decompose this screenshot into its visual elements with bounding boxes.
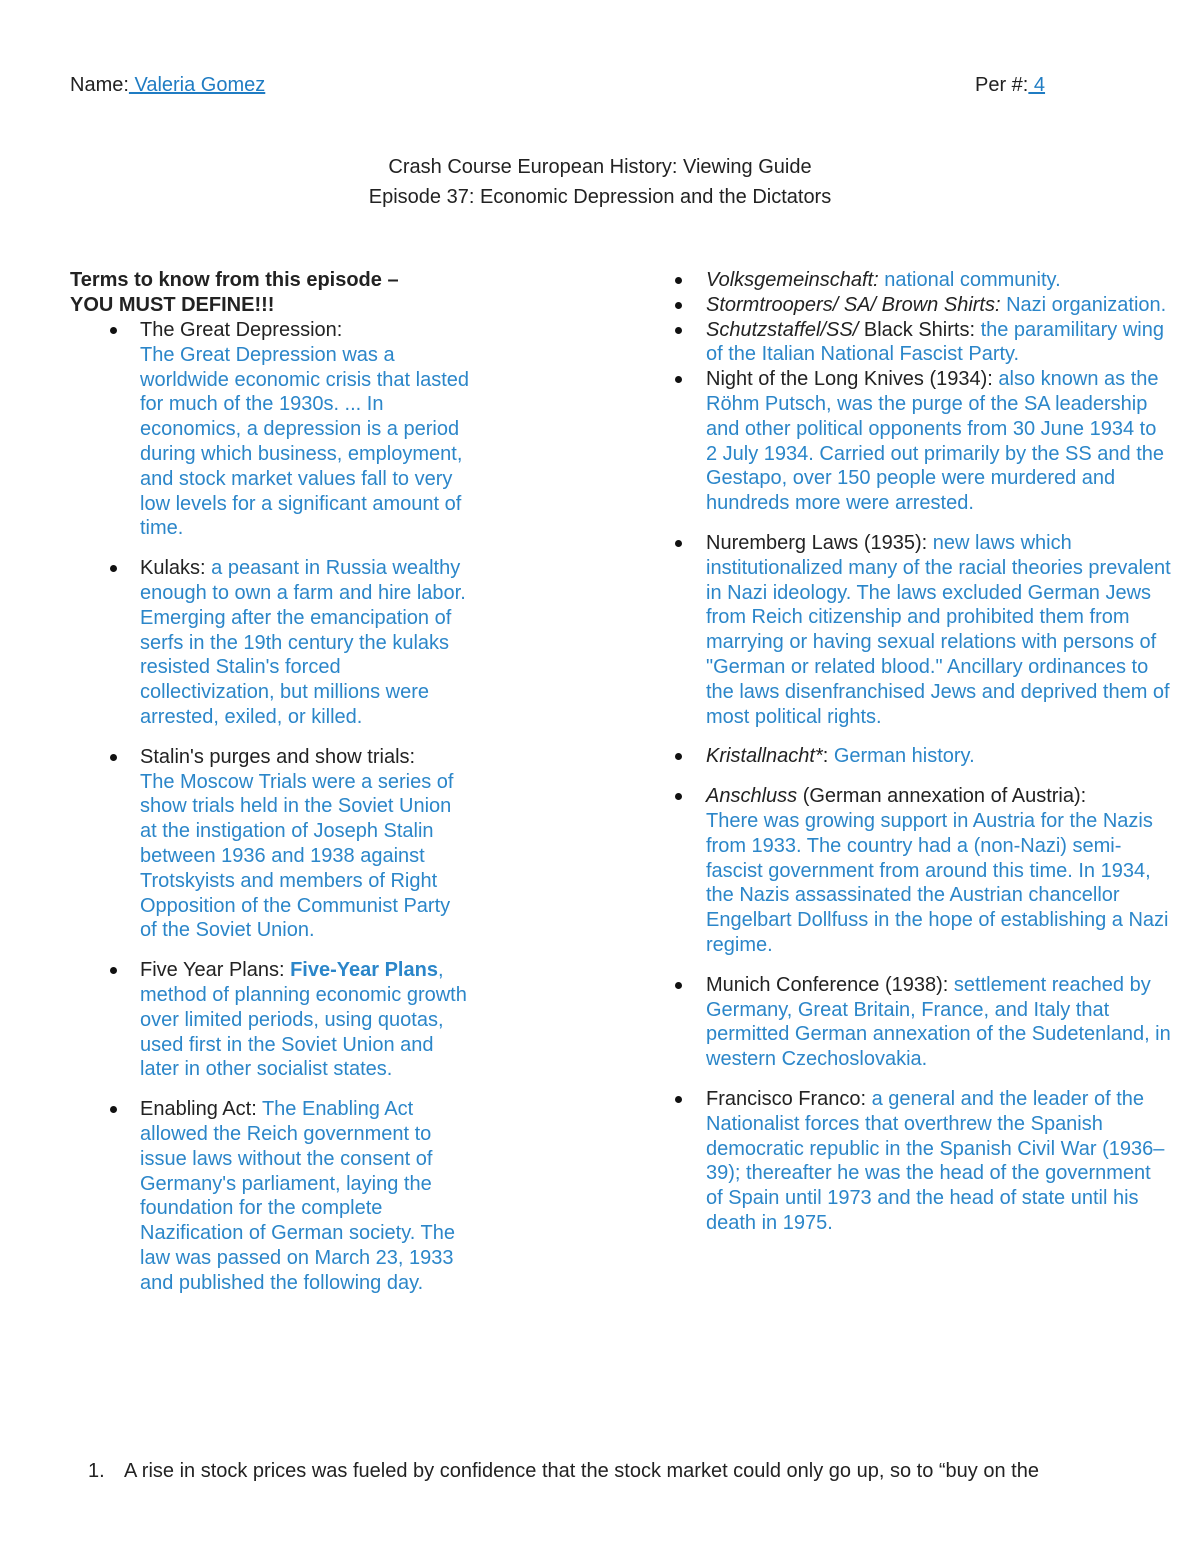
term-definition: The Great Depression was a worldwide economic crisis that lasted for much of the 1930s. ... In economics, a depression is a period during which business, employment, and stock market values fall to very low levels for a significant amount of time.	[140, 343, 470, 540]
bullet-icon	[110, 754, 117, 761]
term-label: The Great Depression:	[140, 319, 343, 341]
term-definition: also known as the Röhm Putsch, was the purge of the SA leadership and other political opponents from 30 June 1934 to 2 July 1934. Carried out primarily by the SS and the Gestapo, over 150 people were murdered and hundreds more were arrested.	[706, 368, 1165, 515]
term-label: Francisco Franco:	[706, 1087, 872, 1110]
term-item-nuremberg-laws	[672, 531, 1172, 729]
question-number: 1.	[88, 1460, 105, 1482]
term-label: Stalin's purges and show trials:	[140, 745, 416, 768]
term-definition: There was growing support in Austria for the Nazis from 1933. The country had a (non-Nazi) semi-fascist government from around this time. In 1934, the Nazis assassinated the Austrian chancellor Engelbart Dollfuss in the hope of establishing a Nazi regime.	[706, 809, 1169, 956]
name-label: Name:	[70, 74, 129, 96]
terms-heading-line-1: Terms to know from this episode –	[70, 269, 399, 291]
term-item-kristallnacht	[672, 744, 1172, 769]
term-label: Munich Conference (1938):	[706, 973, 954, 996]
term-item-night-of-long-knives	[672, 367, 1172, 516]
bullet-icon	[675, 753, 682, 760]
bullet-icon	[675, 302, 682, 309]
term-definition: , method of planning economic growth over limited periods, using quotas, used first in the Soviet Union and later in other socialist states.	[140, 959, 467, 1081]
bullet-icon	[675, 1096, 682, 1103]
term-definition: settlement reached by Germany, Great Britain, France, and Italy that permitted German annexation of the Sudetenland, in western Czechoslovakia.	[706, 973, 1171, 1071]
terms-left-column	[70, 268, 470, 1310]
term-definition: Nazi organization.	[1000, 293, 1167, 316]
term-item-enabling-act	[70, 1097, 470, 1295]
terms-heading-line-2: YOU MUST DEFINE!!!	[70, 294, 275, 316]
period-label: Per #:	[975, 74, 1029, 96]
term-label: Enabling Act:	[140, 1098, 262, 1121]
terms-list-right	[672, 268, 1172, 1236]
term-definition: new laws which institutionalized many of the racial theories prevalent in Nazi ideology. The laws excluded German Jews from Reich citizenship and prohibited them from marrying or having sexual relations with persons of "German or related blood." Ancillary ordinances to the laws disenfranchised Jews and deprived them of most political rights.	[706, 531, 1171, 728]
bullet-icon	[675, 376, 682, 383]
term-label-italic: Schutzstaffel/SS/	[706, 318, 859, 341]
term-item-kulaks	[70, 556, 470, 730]
term-definition: German history.	[833, 745, 975, 768]
term-label: (German annexation of Austria):	[797, 785, 1087, 808]
bullet-icon	[675, 277, 682, 284]
document-title	[0, 152, 1200, 212]
term-definition: a general and the leader of the Nationalist forces that overthrew the Spanish democratic republic in the Spanish Civil War (1936–39); thereafter he was the head of the government of Spain until 1973 and the head of state until his death in 1975.	[706, 1087, 1165, 1234]
term-item-munich-conference	[672, 973, 1172, 1072]
question-text: A rise in stock prices was fueled by confidence that the stock market could only go up, so to “buy on the	[124, 1460, 1039, 1482]
name-value: Valeria Gomez	[128, 74, 266, 96]
title-line-2: Episode 37: Economic Depression and the Dictators	[368, 186, 832, 208]
term-definition: The Moscow Trials were a series of show trials held in the Soviet Union at the instigation of Joseph Stalin between 1936 and 1938 against Trotskyists and members of Right Opposition of the Communist Party of the Soviet Union.	[140, 770, 454, 942]
term-item-schutzstaffel	[672, 318, 1172, 368]
period-field	[975, 74, 1045, 97]
term-item-anschluss	[672, 784, 1172, 958]
term-definition-bold: Five-Year Plans	[290, 959, 438, 982]
bullet-icon	[675, 982, 682, 989]
term-definition: the paramilitary wing of the Italian National Fascist Party.	[706, 318, 1164, 366]
term-definition: a peasant in Russia wealthy enough to own a farm and hire labor. Emerging after the emancipation of serfs in the 19th century the kulaks resisted Stalin's forced collectivization, but millions were arrested, exiled, or killed.	[140, 557, 466, 728]
term-label: Five Year Plans:	[140, 959, 291, 982]
term-label-italic: Kristallnacht*	[706, 745, 823, 768]
term-definition: The Enabling Act allowed the Reich government to issue laws without the consent of Germany's parliament, laying the foundation for the complete Nazification of German society. The law was passed on March 23, 1933 and published the following day.	[140, 1098, 455, 1294]
term-item-stormtroopers	[672, 293, 1172, 318]
term-item-five-year-plans	[70, 958, 470, 1082]
terms-heading	[70, 268, 470, 318]
terms-right-column	[672, 268, 1172, 1251]
term-definition: national community.	[878, 269, 1061, 291]
term-label: Volksgemeinschaft:	[706, 269, 879, 291]
bullet-icon	[110, 1106, 117, 1113]
period-value: 4	[1028, 74, 1046, 96]
term-label: Black Shirts:	[858, 318, 981, 341]
title-line-1: Crash Course European History: Viewing Guide	[388, 156, 812, 178]
term-label: Stormtroopers/ SA/ Brown Shirts:	[706, 293, 1001, 316]
bullet-icon	[110, 327, 117, 334]
bullet-icon	[675, 540, 682, 547]
term-item-volksgemeinschaft	[672, 268, 1172, 293]
bullet-icon	[110, 565, 117, 572]
term-label: :	[822, 745, 834, 768]
bullet-icon	[675, 793, 682, 800]
bullet-icon	[110, 967, 117, 974]
term-item-francisco-franco	[672, 1087, 1172, 1236]
term-item-stalin-purges	[70, 745, 470, 943]
question-item	[88, 1458, 1188, 1484]
term-label: Kulaks:	[140, 557, 212, 580]
term-label-italic: Anschluss	[706, 785, 798, 808]
term-label: Night of the Long Knives (1934):	[706, 368, 999, 391]
term-item-great-depression	[70, 318, 470, 541]
name-field	[70, 74, 265, 97]
bullet-icon	[675, 327, 682, 334]
term-label: Nuremberg Laws (1935):	[706, 531, 933, 554]
terms-list-left	[70, 318, 470, 1295]
